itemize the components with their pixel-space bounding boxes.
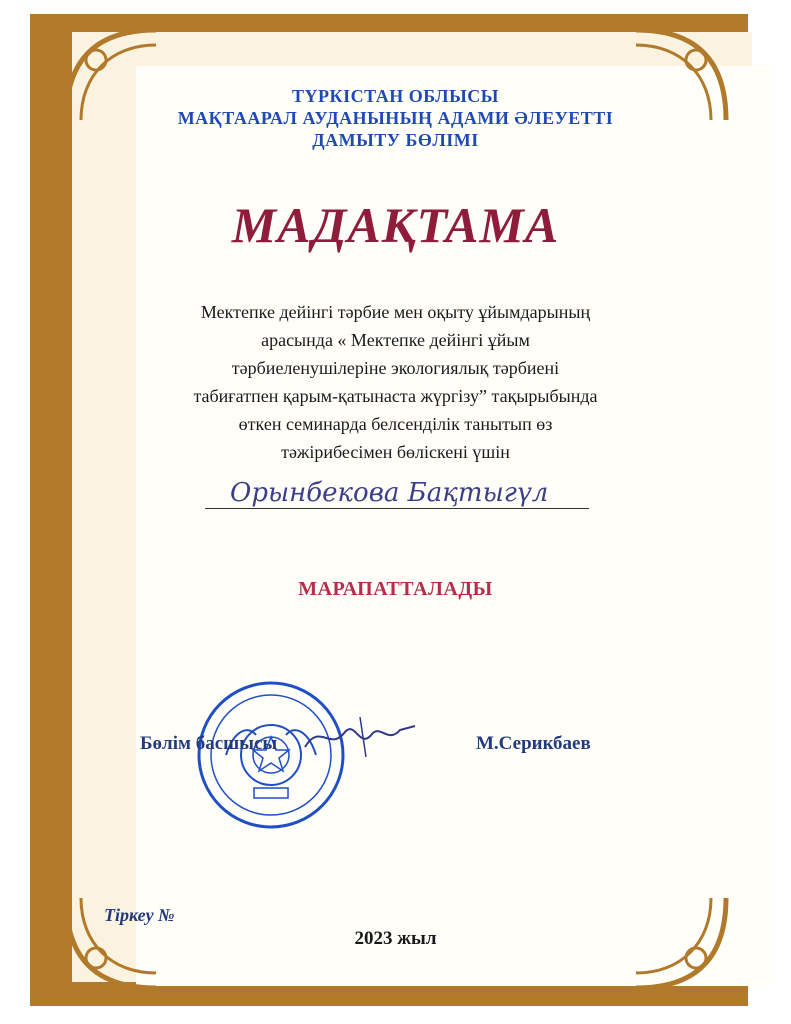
signatory-role: Бөлім басшысы: [140, 733, 278, 754]
body-line-5: өткен семинарда белсенділік танытып өз: [238, 414, 553, 434]
certificate-title: МАДАҚТАМА: [231, 197, 560, 253]
body-line-4: табиғатпен қарым-қатынаста жүргізу” тақырыбында: [193, 386, 598, 406]
body-line-1: Мектепке дейінгі тәрбие мен оқыту ұйымдарының: [200, 302, 591, 322]
body-line-6: тәжірибесімен бөліскені үшін: [281, 442, 510, 462]
registration-number-label: Тіркеу №: [104, 905, 175, 925]
award-text: МАРАПАТТАЛАДЫ: [298, 578, 493, 600]
header-line-region: ТҮРКІСТАН ОБЛЫСЫ: [292, 86, 499, 106]
recipient-underline: [205, 508, 589, 509]
body-line-2: арасында « Мектепке дейінгі ұйым: [261, 330, 530, 350]
certificate-frame: [30, 14, 748, 1006]
signatory-name: М.Серикбаев: [476, 733, 591, 754]
signature-icon: [300, 712, 420, 762]
issue-year: 2023 жыл: [354, 928, 437, 949]
header-line-department: ДАМЫТУ БӨЛІМІ: [312, 130, 479, 150]
body-line-3: тәрбиеленушілеріне экологиялық тәрбиені: [231, 358, 560, 378]
header-line-organization: МАҚТААРАЛ АУДАНЫНЫҢ АДАМИ ӘЛЕУЕТТІ: [177, 108, 614, 128]
recipient-name: Орынбекова Бақтыгүл: [230, 478, 549, 508]
